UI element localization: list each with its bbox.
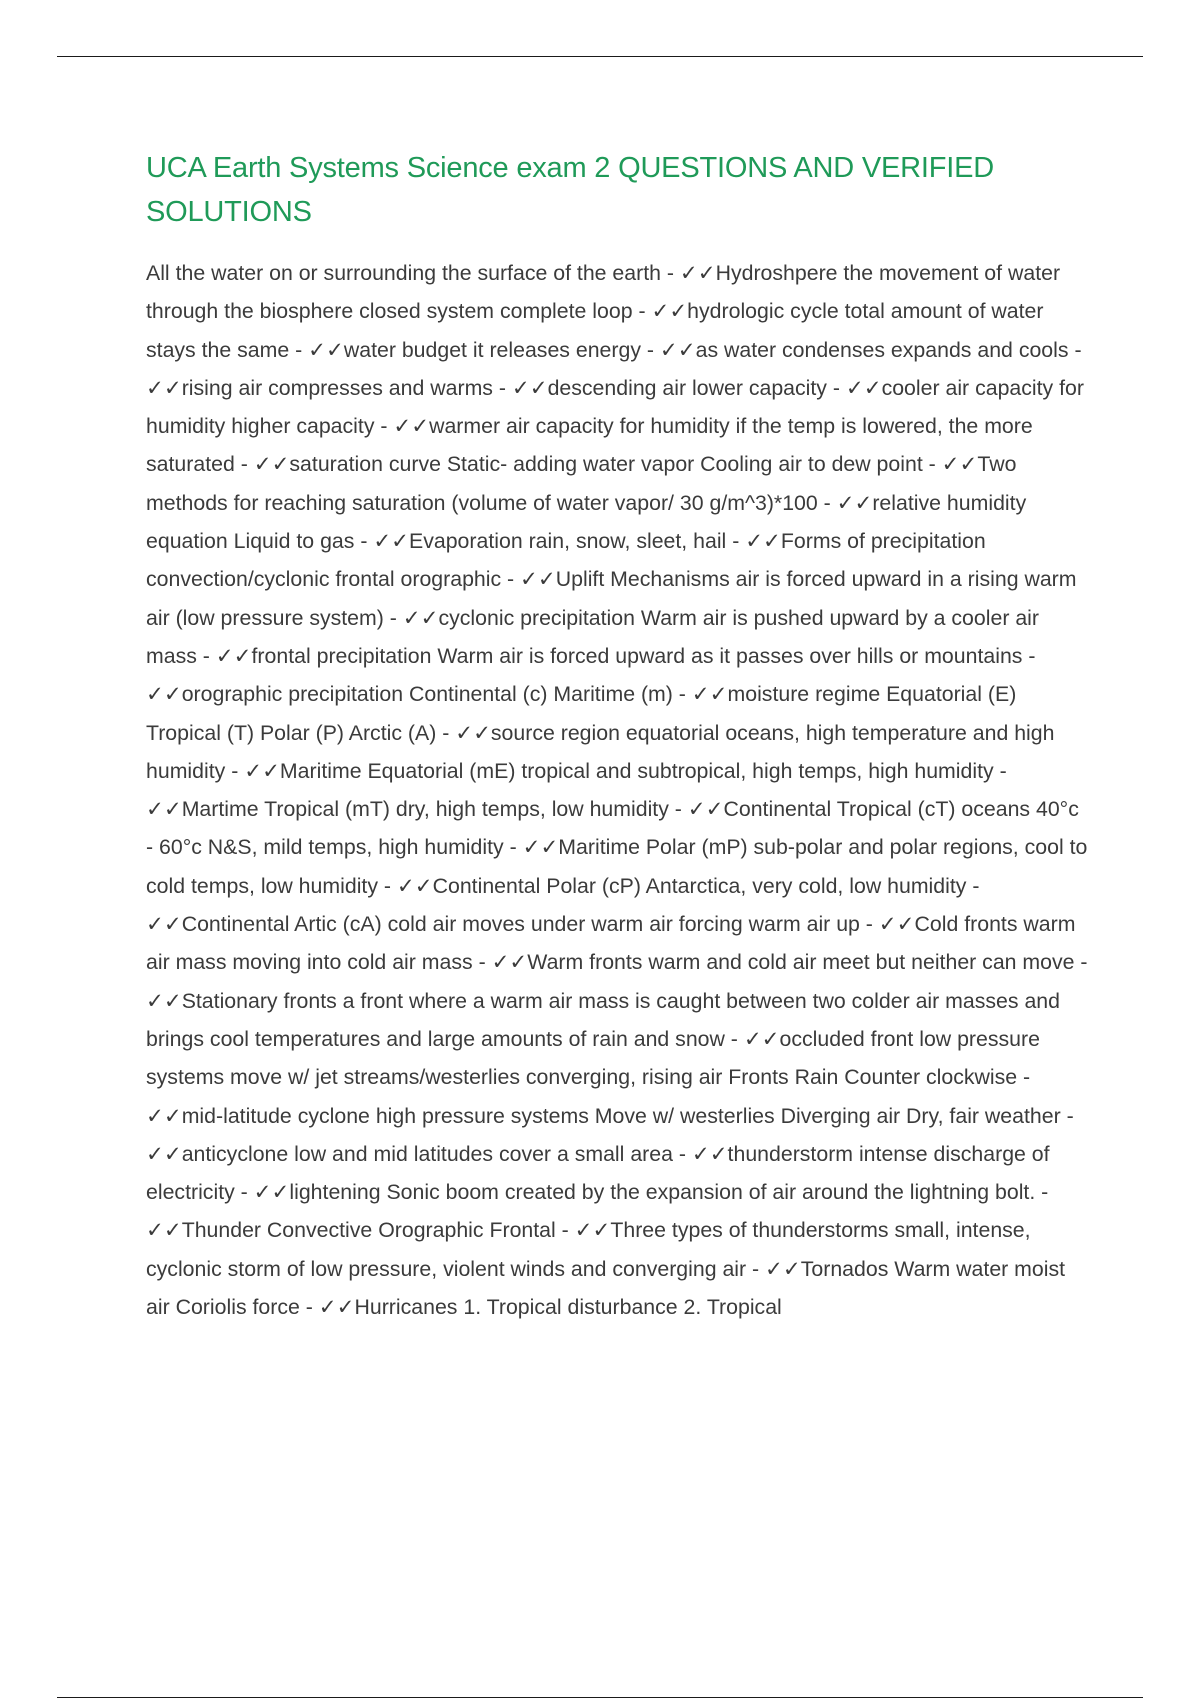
- document-body: All the water on or surrounding the surface of the earth - ✓✓Hydroshpere the movement of water through the biosphere closed system complete loop - ✓✓hydrologic cycle total amount of water stays the same - ✓✓water budget it releases energy - ✓✓as water condenses expands and cools - ✓✓rising air compresses and warms - ✓✓descending air lower capacity - ✓✓cooler air capacity for humidity higher capacity - ✓✓warmer air capacity for humidity if the temp is lowered, the more saturated - ✓✓saturation curve Static- adding water vapor Cooling air to dew point - ✓✓Two methods for reaching saturation (volume of water vapor/ 30 g/m^3)*100 - ✓✓relative humidity equation Liquid to gas - ✓✓Evaporation rain, snow, sleet, hail - ✓✓Forms of precipitation convection/cyclonic frontal orographic - ✓✓Uplift Mechanisms air is forced upward in a rising warm air (low pressure system) - ✓✓cyclonic precipitation Warm air is pushed upward by a cooler air mass - ✓✓frontal precipitation Warm air is forced upward as it passes over hills or mountains - ✓✓orographic precipitation Continental (c) Maritime (m) - ✓✓moisture regime Equatorial (E) Tropical (T) Polar (P) Arctic (A) - ✓✓source region equatorial oceans, high temperature and high humidity - ✓✓Maritime Equatorial (mE) tropical and subtropical, high temps, high humidity - ✓✓Martime Tropical (mT) dry, high temps, low humidity - ✓✓Continental Tropical (cT) oceans 40°c - 60°c N&S, mild temps, high humidity - ✓✓Maritime Polar (mP) sub-polar and polar regions, cool to cold temps, low humidity - ✓✓Continental Polar (cP) Antarctica, very cold, low humidity - ✓✓Continental Artic (cA) cold air moves under warm air forcing warm air up - ✓✓Cold fronts warm air mass moving into cold air mass - ✓✓Warm fronts warm and cold air meet but neither can move - ✓✓Stationary fronts a front where a warm air mass is caught between two colder air masses and brings cool temperatures and large amounts of rain and snow - ✓✓occluded front low pressure systems move w/ jet streams/westerlies converging, rising air Fronts Rain Counter clockwise - ✓✓mid-latitude cyclone high pressure systems Move w/ westerlies Diverging air Dry, fair weather - ✓✓anticyclone low and mid latitudes cover a small area - ✓✓thunderstorm intense discharge of electricity - ✓✓lightening Sonic boom created by the expansion of air around the lightning bolt. - ✓✓Thunder Convective Orographic Frontal - ✓✓Three types of thunderstorms small, intense, cyclonic storm of low pressure, violent winds and converging air - ✓✓Tornados Warm water moist air Coriolis force - ✓✓Hurricanes 1. Tropical disturbance 2. Tropical: [146, 261, 1088, 1320]
- footer-rule: [57, 1697, 1143, 1698]
- document-title: UCA Earth Systems Science exam 2 QUESTIONS AND VERIFIED SOLUTIONS: [146, 152, 994, 228]
- header-rule: [57, 56, 1143, 57]
